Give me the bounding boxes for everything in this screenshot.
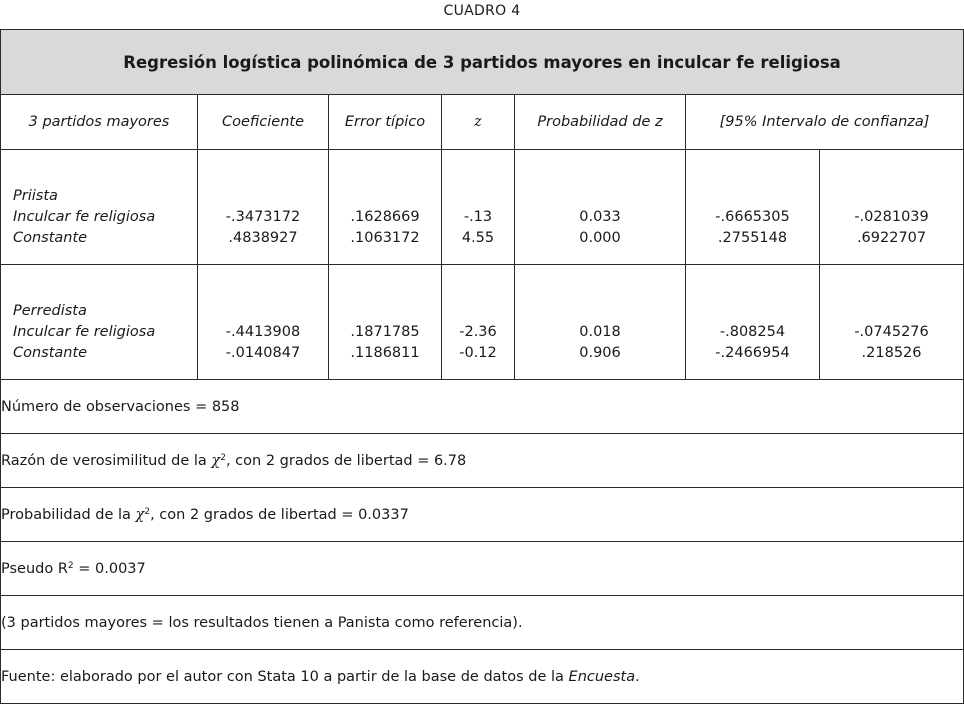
se-value: .1871785 — [350, 323, 420, 340]
chi-exponent: 2 — [144, 506, 151, 517]
group-labels — [1, 150, 198, 265]
p-value: 0.033 — [579, 208, 621, 225]
note-pseudo-r2 — [1, 542, 964, 596]
header-z: z — [442, 95, 515, 150]
ci-high-value: -.0281039 — [854, 208, 929, 225]
row-label: Constante — [13, 229, 88, 246]
se-cell — [329, 265, 442, 380]
group-name: Priista — [13, 187, 58, 204]
source-prefix: Fuente: elaborado por el autor con Stata 10 a partir de la base de datos de la — [1, 668, 569, 685]
chi-symbol: χ — [211, 452, 221, 469]
z-value: -2.36 — [459, 323, 497, 340]
prob-suffix: , con 2 grados de libertad = 0.0337 — [150, 506, 409, 523]
coef-cell — [198, 150, 329, 265]
ci-low-value: .2755148 — [717, 229, 788, 246]
header-parties: 3 partidos mayores — [1, 95, 198, 150]
ci-low-cell — [686, 265, 820, 380]
pseudo-exponent: 2 — [67, 560, 74, 571]
group-name: Perredista — [13, 302, 87, 319]
se-cell — [329, 150, 442, 265]
z-value: 4.55 — [461, 229, 495, 246]
regression-table — [0, 29, 964, 704]
se-value: .1063172 — [350, 229, 420, 246]
ci-low-value: -.6665305 — [715, 208, 790, 225]
ci-low-value: -.808254 — [719, 323, 786, 340]
note-source — [1, 650, 964, 704]
chi-exponent: 2 — [220, 452, 226, 463]
note-observations: Número de observaciones = 858 — [1, 380, 964, 434]
note-chi-probability — [1, 488, 964, 542]
group-row-priista — [1, 150, 964, 265]
ci-high-value: .218526 — [861, 344, 922, 361]
header-coefficient: Coeficiente — [198, 95, 329, 150]
group-row-perredista — [1, 265, 964, 380]
ci-high-cell — [820, 150, 964, 265]
coef-cell — [198, 265, 329, 380]
z-value: -.13 — [463, 208, 493, 225]
source-suffix: . — [635, 668, 640, 685]
header-confidence-interval: [95% Intervalo de confianza] — [686, 95, 964, 150]
lr-prefix: Razón de verosimilitud de la — [1, 452, 212, 469]
coef-value: -.0140847 — [225, 344, 301, 361]
row-label: Constante — [13, 344, 88, 361]
prob-prefix: Probabilidad de la — [1, 506, 136, 523]
ci-low-value: -.2466954 — [715, 344, 790, 361]
table-title: Regresión logística polinómica de 3 partidos mayores en inculcar fe religiosa — [1, 30, 964, 95]
se-value: .1628669 — [350, 208, 420, 225]
table-caption: CUADRO 4 — [443, 3, 521, 19]
coef-value: -.3473172 — [225, 208, 301, 225]
row-label: Inculcar fe religiosa — [13, 323, 156, 340]
header-probability: Probabilidad de z — [515, 95, 686, 150]
note-reference: (3 partidos mayores = los resultados tienen a Panista como referencia). — [1, 596, 964, 650]
se-value: .1186811 — [350, 344, 420, 361]
group-labels — [1, 265, 198, 380]
source-italic: Encuesta — [568, 668, 636, 685]
p-value: 0.000 — [579, 229, 621, 246]
header-row — [1, 95, 964, 150]
ci-high-value: -.0745276 — [854, 323, 929, 340]
coef-value: -.4413908 — [225, 323, 301, 340]
p-value: 0.906 — [579, 344, 621, 361]
z-value: -0.12 — [459, 344, 497, 361]
pseudo-prefix: Pseudo R — [1, 560, 68, 577]
note-likelihood-ratio — [1, 434, 964, 488]
p-value: 0.018 — [579, 323, 621, 340]
pseudo-suffix: = 0.0037 — [73, 560, 146, 577]
ci-high-value: .6922707 — [856, 229, 927, 246]
header-std-error: Error típico — [329, 95, 442, 150]
ci-low-cell — [686, 150, 820, 265]
coef-value: .4838927 — [228, 229, 298, 246]
chi-symbol: χ — [135, 506, 145, 523]
z-cell — [442, 265, 515, 380]
z-cell — [442, 150, 515, 265]
p-cell — [515, 150, 686, 265]
ci-high-cell — [820, 265, 964, 380]
p-cell — [515, 265, 686, 380]
lr-suffix: , con 2 grados de libertad = 6.78 — [225, 452, 467, 469]
row-label: Inculcar fe religiosa — [13, 208, 156, 225]
